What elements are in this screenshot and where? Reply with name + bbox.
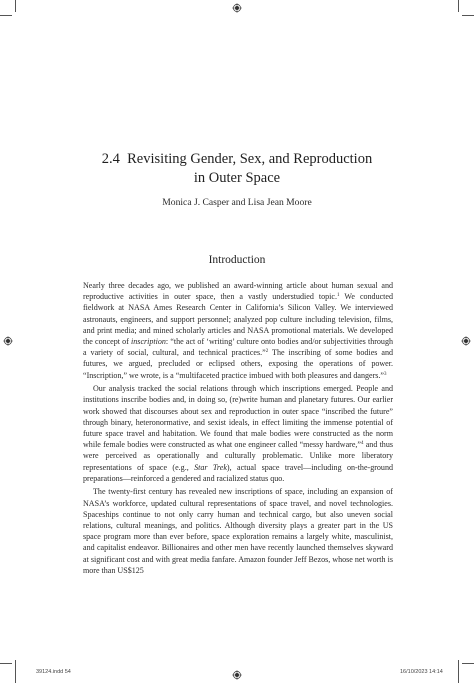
footnote-ref: 3 [383, 371, 387, 377]
crop-mark-left-bottom [0, 663, 12, 664]
text-run: and thus were perceived as operationally and culturally problematic. Unlike more liberatory representations of space (e.g., [83, 440, 393, 472]
chapter-authors: Monica J. Casper and Lisa Jean Moore [162, 197, 312, 208]
registration-mark-right-icon [461, 336, 471, 346]
section-heading: Introduction [208, 254, 266, 266]
footnote-ref: 2 [265, 349, 269, 355]
footnote-ref: 4 [361, 441, 364, 447]
text-run: : “the act of ‘writing’ culture onto bodies and/or subjectivities through a variety of social, cultural, and technical practices.” [83, 337, 393, 358]
chapter-title-line-2: in Outer Space [193, 170, 281, 186]
text-run: Nearly three decades ago, we published an award-winning article about human sexual and reproductive activities in outer space, then a vastly understudied topic. [83, 281, 393, 302]
crop-mark-top-left [15, 0, 16, 12]
italic-text: inscription [131, 337, 166, 347]
paragraph-2 [83, 383, 393, 484]
crop-mark-right-bottom [462, 663, 474, 664]
chapter-title [60, 150, 414, 188]
registration-mark-top-icon [232, 3, 242, 13]
italic-text: Star Trek [194, 462, 227, 472]
registration-mark-left-icon [3, 336, 13, 346]
crop-mark-bottom-left [15, 660, 16, 683]
crop-mark-right-top [462, 15, 474, 16]
crop-mark-top-right [458, 0, 459, 12]
chapter-number: 2.4 [101, 151, 120, 167]
registration-mark-bottom-icon [232, 670, 242, 680]
text-run: We conducted fieldwork at NASA Ames Research Center in California’s Silicon Valley. We interviewed astronauts, engineers, and support personnel; analyzed pop culture including television, films, and print media; and mined scholarly articles and NASA promotional materials. We developed the concept of [83, 292, 394, 347]
text-run: Our analysis tracked the social relations through which inscriptions emerged. People and institutions inscribe bodies and, in doing so, (re)write human and planetary futures. Our earlier work showed that discourses about sex and reproduction in outer space “inscribed the future” through binary, heteronormative, and sexist ideals, in effect limiting the immense potential of future space travel and habitation. We found that male bodies were constructed as the norm while female bodies were constructed as what one engineer called “messy hardware,” [83, 384, 393, 450]
text-run: ), actual space travel—including on-the-ground preparations—reinforced a gendered and racialized status quo. [83, 462, 393, 483]
body-text [83, 280, 393, 578]
paragraph-3 [83, 486, 393, 576]
footnote-ref: 1 [337, 293, 340, 299]
text-run: The twenty-first century has revealed new inscriptions of space, including an expansion of NASA’s workforce, updated cultural representations of space travel, and novel technologies. Spaceships continue to not only carry human and technical cargo, but also uneven social relations, cultural meanings, and politics. Although diversity plays a greater part in the US space program more than ever before, space exploration remains a largely white, masculinist, and capitalist endeavor. Billionaires and other men have recently launched themselves skyward at significant cost and with great media fanfare. Amazon founder Jeff Bezos, whose net worth is more than US$125 [83, 487, 393, 575]
paragraph-1 [83, 280, 393, 381]
text-run: The inscribing of some bodies and futures, we argued, precluded or eclipsed others, exposing the operations of power. “Inscription,” we wrote, is a “multifaceted practice imbued with both pleasures and dangers.” [83, 348, 393, 380]
crop-mark-left-top [0, 15, 12, 16]
slug-timestamp: 16/10/2023 14:14 [400, 669, 443, 675]
crop-mark-bottom-right [458, 660, 459, 683]
slug-file-info: 39124.indd 54 [36, 669, 71, 675]
chapter-title-line-1: Revisiting Gender, Sex, and Reproduction [127, 151, 373, 167]
